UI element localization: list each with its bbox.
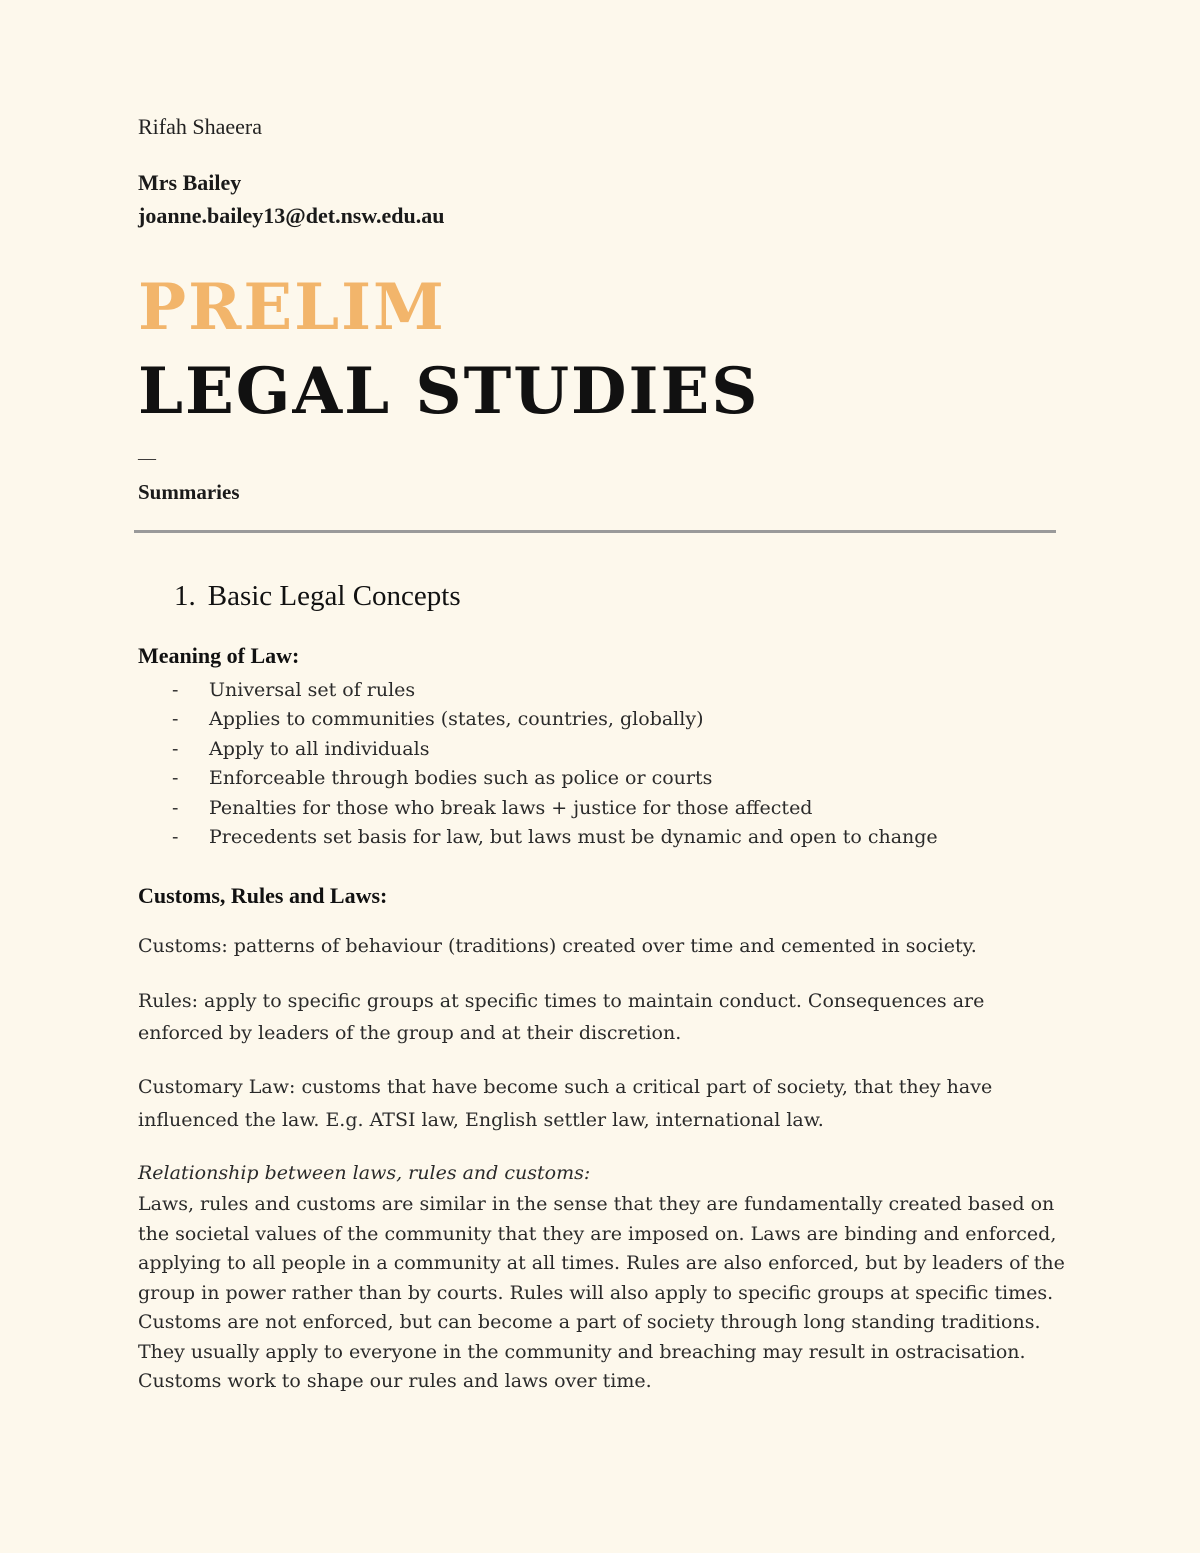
bullet-marker: - [172,708,179,731]
bullet-marker: - [172,737,179,760]
customs-rules-laws-heading: Customs, Rules and Laws: [138,883,388,908]
section-heading [174,580,461,613]
meaning-of-law-list [170,676,938,852]
title-prelim: PRELIM [138,270,446,345]
section-number: 1. [174,580,196,612]
bullet-marker: - [172,767,179,790]
bullet-marker: - [172,679,179,701]
section-title: Basic Legal Concepts [207,580,461,612]
subtitle: Summaries [138,480,240,504]
list-item [170,823,938,852]
list-item [170,735,938,764]
bullet-marker: - [172,796,179,819]
list-item-text: Penalties for those who break laws + justice for those affected [209,796,813,819]
list-item-text: Apply to all individuals [209,737,430,760]
relationship-paragraph: Laws, rules and customs are similar in the sense that they are fundamentally created based on the societal values of the community that they are imposed on. Laws are binding and enforced, applying to all people in a community at all times. Rules are also enforced, but by leaders of the group in power rather than by courts. Rules will also apply to specific groups at specific times. Customs are not enforced, but can become a part of society through long standing traditions. They usually apply to everyone in the community and breaching may result in ostracisation. Customs work to shape our rules and laws over time. [138,1193,1065,1392]
rules-paragraph: Rules: apply to specific groups at specific times to maintain conduct. Consequences are enforced by leaders of the group and at their discretion. [138,990,985,1044]
author-name: Rifah Shaeera [138,114,262,139]
teacher-email: joanne.bailey13@det.nsw.edu.au [138,203,445,228]
customs-paragraph: Customs: patterns of behaviour (traditions) created over time and cemented in society. [138,935,977,957]
list-item-text: Applies to communities (states, countries, globally) [209,708,704,731]
teacher-block [138,166,445,232]
list-item [170,764,938,793]
list-item [170,794,938,823]
list-item [170,676,938,705]
list-item-text: Precedents set basis for law, but laws must be dynamic and open to change [209,826,938,849]
list-item-text: Universal set of rules [209,679,416,701]
list-item [170,705,938,734]
relationship-title: Relationship between laws, rules and customs: [138,1162,591,1184]
title-legal-studies: LEGAL STUDIES [138,354,760,429]
horizontal-rule [134,530,1056,533]
bullet-marker: - [172,826,179,849]
meaning-of-law-heading: Meaning of Law: [138,643,300,668]
list-item-text: Enforceable through bodies such as police or courts [209,767,713,790]
teacher-name: Mrs Bailey [138,170,242,195]
title-dash: — [138,448,156,468]
customary-law-paragraph: Customary Law: customs that have become such a critical part of society, that they have influenced the law. E.g. ATSI law, English settler law, international law. [138,1076,993,1131]
